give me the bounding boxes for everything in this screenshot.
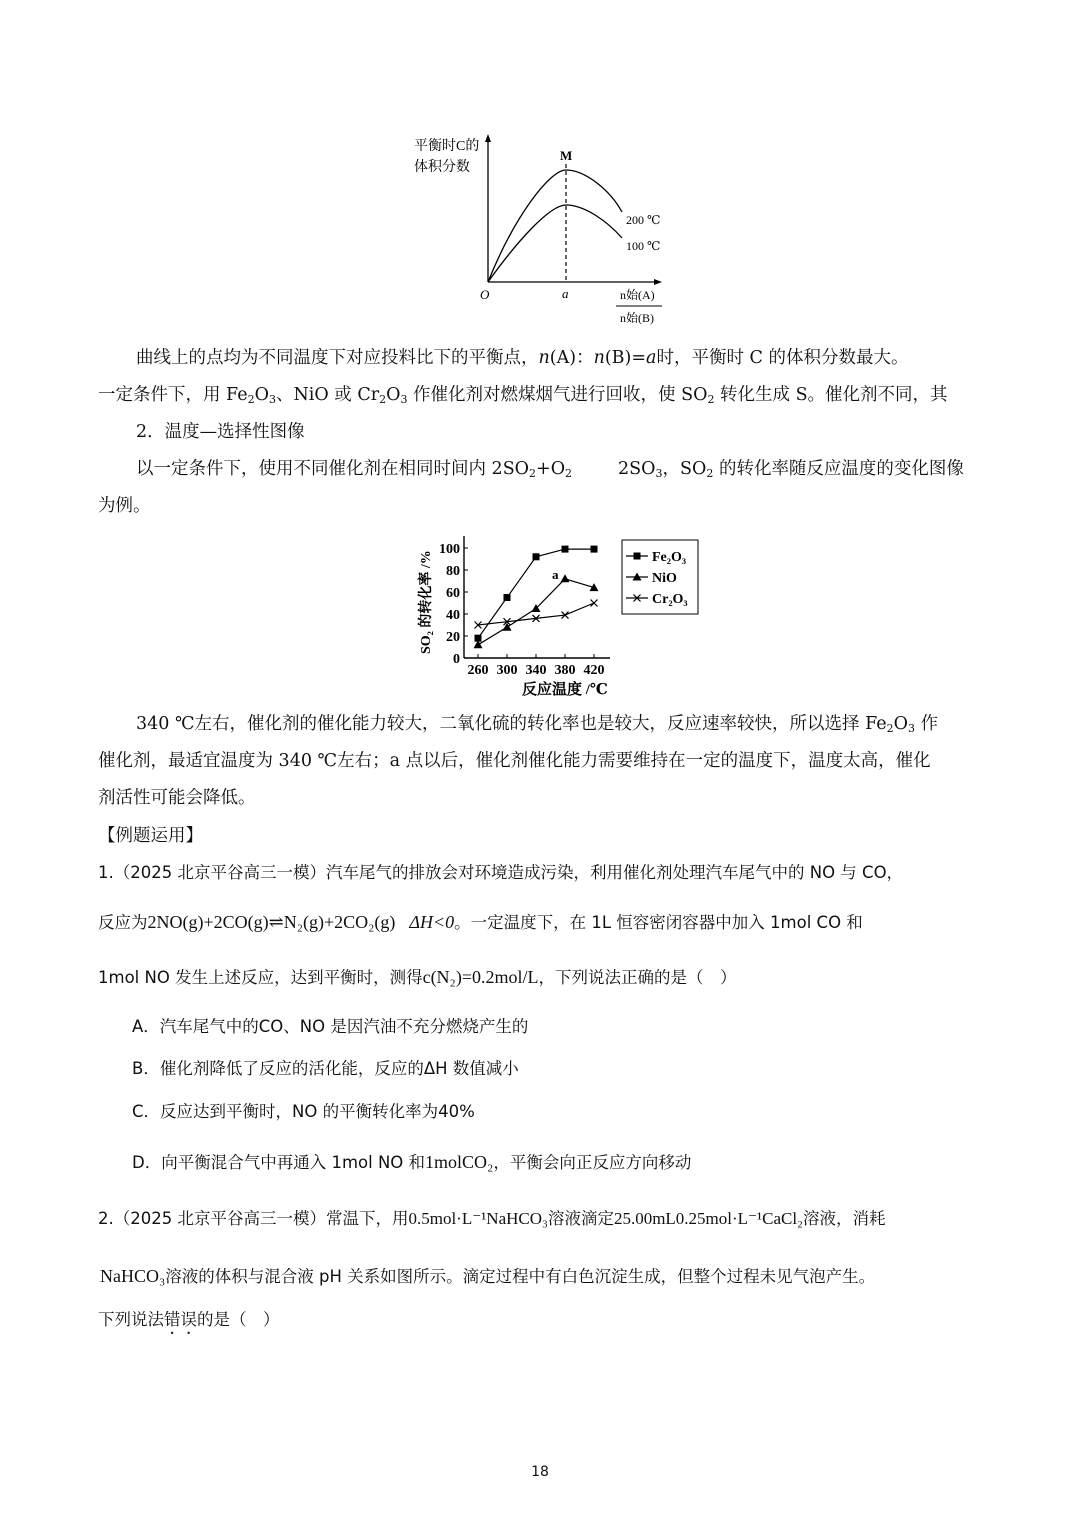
so2-conversion-chart [410,530,700,700]
point-nio [503,623,512,631]
y-tick-label: 60 [446,586,460,601]
para4-line2: 催化剂，最适宜温度为 340 ℃左右；a 点以后，催化剂催化能力需要维持在一定的温度下，温度太高，催化 [98,751,931,771]
fig1-curve-200-label: 200 ℃ [626,213,661,227]
x-tick-label: 300 [496,663,518,678]
y-tick-label: 20 [446,630,460,645]
figure-equilibrium-curves [400,130,700,335]
point-fe2o3 [591,546,598,553]
y-tick-label: 0 [453,652,460,667]
curve-100c [488,205,622,282]
point-cr2o3 [591,600,598,607]
para3-line1: 以一定条件下，使用不同催化剂在相同时间内 $2SO_2+O_2$ $2SO_3$，$SO_2$ 的转化率随反应温度的变化图像 [136,459,964,480]
fig1-peak-label: M [560,148,573,163]
x-tick-label: 420 [583,663,605,678]
legend-marker-fe2o3 [634,553,641,560]
para2: 一定条件下，用 $Fe_2O_3$、NiO 或 $Cr_2O_3$ 作催化剂对燃煤烟气进行回收，使 $SO_2$ 转化生成 S。催化剂不同，其 [98,385,948,406]
legend-label-fe2o3: Fe₂O₃ [652,550,687,565]
x-tick-label: 380 [554,663,576,678]
fig1-ylabel-line1: 平衡时C的 [414,139,480,154]
para4-line3: 剂活性可能会降低。 [98,788,256,808]
q2-line1: 2.（2025 北京平谷高三一模）常温下，用0.5mol·L⁻¹NaHCO₃溶液滴定25.00mL0.25mol·L⁻¹CaCl₂溶液，消耗 [98,1209,886,1228]
chart-ylabel: SO₂ 的转化率 /% [419,550,434,654]
fig1-curve-100-label: 100 ℃ [626,239,661,253]
point-fe2o3 [533,553,540,560]
q1-option-a: A．汽车尾气中的CO、NO 是因汽油不充分燃烧产生的 [132,1017,529,1036]
point-nio [561,574,570,582]
fig1-origin: O [480,287,490,302]
chart-annotation-a: a [552,567,559,582]
y-tick-label: 100 [439,542,460,557]
point-fe2o3 [504,594,511,601]
emphasis-wrong: 错误 [164,1310,197,1329]
q1-option-c: C．反应达到平衡时，NO 的平衡转化率为40% [132,1102,475,1121]
q1-equation: 2NO(g)+2CO(g)⇌N₂(g)+2CO₂(g) [147,912,396,932]
fig1-x-numerator: n始(A) [620,288,655,302]
q1-line3: 1mol NO 发生上述反应，达到平衡时，测得c(N₂)=0.2mol/L，下列说法正确的是（ ） [98,967,737,987]
q1-line2: 反应为2NO(g)+2CO(g)⇌N₂(g)+2CO₂(g) ΔH<0。一定温度下，在 1L 恒容密闭容器中加入 1mol CO 和 [98,912,863,932]
series-line-fe2o3 [478,549,594,638]
y-tick-label: 40 [446,608,460,623]
q1-line1: 1.（2025 北京平谷高三一模）汽车尾气的排放会对环境造成污染，利用催化剂处理汽车尾气中的 NO 与 CO， [98,863,904,882]
curve-200c [488,170,622,282]
para3-line2: 为例。 [98,496,151,516]
q1-option-b: B．催化剂降低了反应的活化能，反应的ΔH 数值减小 [132,1059,519,1078]
y-tick-label: 80 [446,564,460,579]
section-heading-2: 2．温度—选择性图像 [136,422,305,442]
point-fe2o3 [562,546,569,553]
fig1-ylabel-line2: 体积分数 [414,160,470,175]
page-number: 18 [531,1464,549,1480]
fig1-x-denominator: n始(B) [620,311,654,325]
chart-xlabel: 反应温度 /℃ [522,682,608,698]
para4-line1: 340 ℃左右，催化剂的催化能力较大，二氧化硫的转化率也是较大，反应速率较快，所以选择 $Fe_2O_3$ 作 [136,714,939,735]
legend-label-cr2o3: Cr₂O₃ [652,592,688,607]
x-tick-label: 260 [467,663,489,678]
x-tick-label: 340 [525,663,547,678]
q2-line2: NaHCO₃溶液的体积与混合液 pH 关系如图所示。滴定过程中有白色沉淀生成，但整个过程未见气泡产生。 [100,1266,876,1286]
q2-line3: 下列说法错误的是（ ） [98,1310,280,1329]
q1-option-d: D．向平衡混合气中再通入 1mol NO 和1molCO₂，平衡会向正反应方向移动 [132,1152,692,1172]
legend-label-nio: NiO [652,571,677,586]
para1: 曲线上的点均为不同温度下对应投料比下的平衡点，n(A)：n(B)=a时，平衡时 C 的体积分数最大。 [136,348,909,368]
fig1-xtick-a: a [562,286,569,301]
example-heading: 【例题运用】 [98,826,203,846]
